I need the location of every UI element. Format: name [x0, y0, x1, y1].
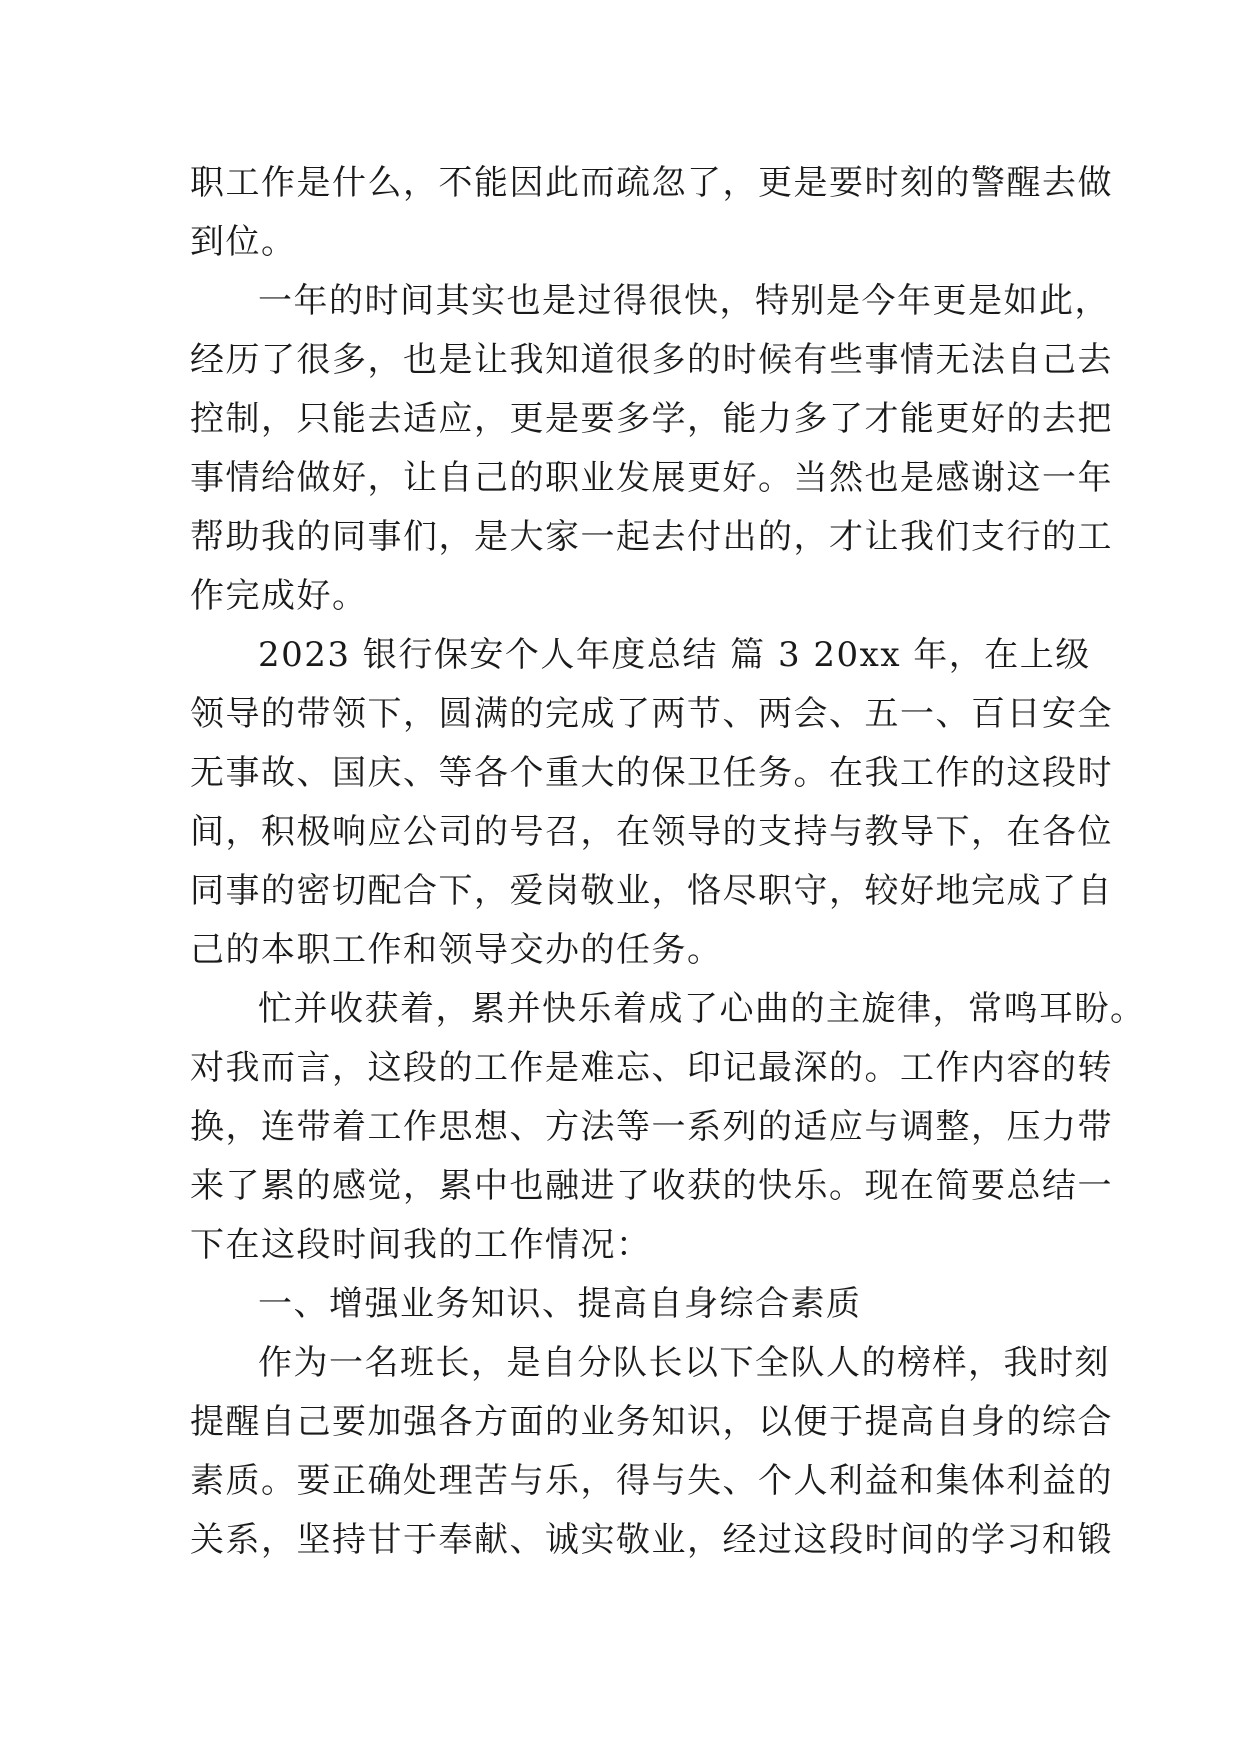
text-line: 提醒自己要加强各方面的业务知识，以便于提高自身的综合 — [190, 1402, 1113, 1442]
text-line: 职工作是什么，不能因此而疏忽了，更是要时刻的警醒去做 — [190, 163, 1113, 203]
text-line: 关系，坚持甘于奉献、诚实敬业，经过这段时间的学习和锻 — [190, 1520, 1113, 1560]
text-line: 对我而言，这段的工作是难忘、印记最深的。工作内容的转 — [190, 1048, 1113, 1088]
text-line: 经历了很多，也是让我知道很多的时候有些事情无法自己去 — [190, 340, 1113, 380]
text-line: 一年的时间其实也是过得很快，特别是今年更是如此， — [258, 281, 1110, 321]
text-line: 无事故、国庆、等各个重大的保卫任务。在我工作的这段时 — [190, 753, 1113, 793]
text-line: 忙并收获着，累并快乐着成了心曲的主旋律，常鸣耳盼。 — [258, 989, 1146, 1029]
text-line: 下在这段时间我的工作情况： — [190, 1225, 652, 1265]
text-line: 一、增强业务知识、提高自身综合素质 — [258, 1284, 862, 1324]
document-body — [190, 154, 1146, 1570]
text-line: 同事的密切配合下，爱岗敬业，恪尽职守，较好地完成了自 — [190, 871, 1113, 911]
text-line: 领导的带领下，圆满的完成了两节、两会、五一、百日安全 — [190, 694, 1113, 734]
text-line: 己的本职工作和领导交办的任务。 — [190, 930, 723, 970]
text-line: 事情给做好，让自己的职业发展更好。当然也是感谢这一年 — [190, 458, 1113, 498]
text-line: 换，连带着工作思想、方法等一系列的适应与调整，压力带 — [190, 1107, 1113, 1147]
text-line: 控制，只能去适应，更是要多学，能力多了才能更好的去把 — [190, 399, 1113, 439]
text-line: 帮助我的同事们，是大家一起去付出的，才让我们支行的工 — [190, 517, 1113, 557]
text-line: 到位。 — [190, 222, 297, 262]
text-line: 2023 银行保安个人年度总结 篇 3 20xx 年，在上级 — [258, 635, 1091, 675]
text-line: 素质。要正确处理苦与乐，得与失、个人利益和集体利益的 — [190, 1461, 1113, 1501]
text-line: 来了累的感觉，累中也融进了收获的快乐。现在简要总结一 — [190, 1166, 1113, 1206]
text-line: 间，积极响应公司的号召，在领导的支持与教导下，在各位 — [190, 812, 1113, 852]
text-line: 作为一名班长，是自分队长以下全队人的榜样，我时刻 — [258, 1343, 1110, 1383]
text-line: 作完成好。 — [190, 576, 368, 616]
